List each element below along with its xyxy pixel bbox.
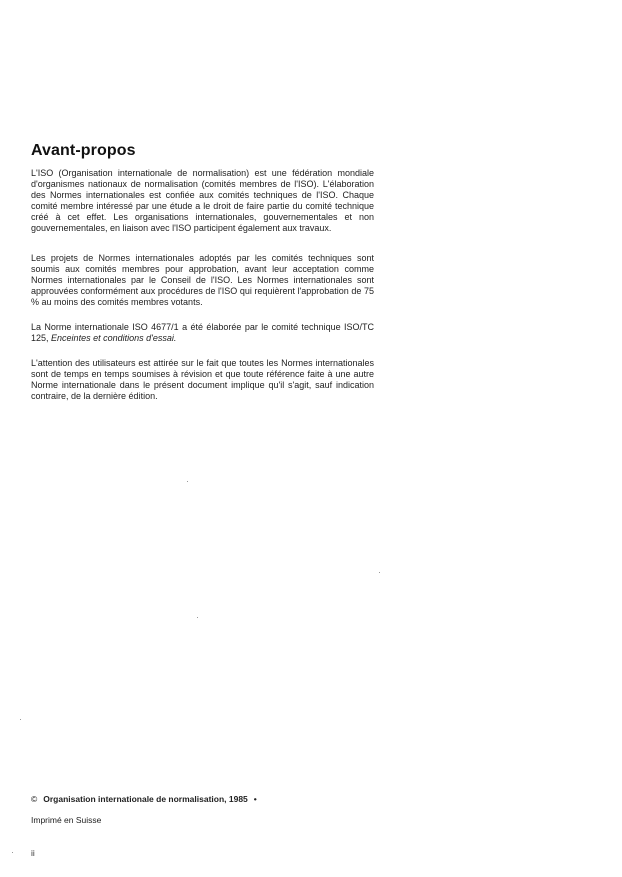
paragraph-iso-organisation: L'ISO (Organisation internationale de normalisation) est une fédération mondiale d'organismes nationaux de normalisation (comités membres de l'ISO). L'élaboration des Normes internationales est confiée aux comités techniques de l'ISO. Chaque comité membre intéressé par une étude a le droit de faire partie du comité technique créé à cet effet. Les organisations internationales, gouvernementales et non gouvernementales, en liaison avec l'ISO participent également aux travaux. xyxy=(31,168,374,233)
scan-speck xyxy=(20,719,21,720)
scan-speck xyxy=(379,572,380,573)
scan-speck xyxy=(12,852,13,853)
paragraph-standard-origin-text: La Norme internationale ISO 4677/1 a été élaborée par le comité technique ISO/TC 125, xyxy=(31,322,374,343)
page-title: Avant-propos xyxy=(31,142,136,159)
page-number: ii xyxy=(31,848,35,858)
scan-speck xyxy=(187,481,188,482)
copyright-text: Organisation internationale de normalisation, 1985 xyxy=(43,794,248,804)
copyright-icon: © xyxy=(31,794,38,804)
paragraph-standard-origin xyxy=(31,322,374,344)
committee-title: Enceintes et conditions d'essai. xyxy=(51,333,177,343)
scan-speck xyxy=(197,617,198,618)
printed-in: Imprimé en Suisse xyxy=(31,815,102,825)
copyright-line xyxy=(31,794,257,804)
bullet-icon: • xyxy=(253,794,257,804)
paragraph-revision-notice: L'attention des utilisateurs est attirée sur le fait que toutes les Normes internationales sont de temps en temps soumises à révision et que toute référence faite à une autre Norme internationale dans le présent document implique qu'il s'agit, sauf indication contraire, de la dernière édition. xyxy=(31,358,374,401)
paragraph-draft-approval: Les projets de Normes internationales adoptés par les comités techniques sont soumis aux comités membres pour approbation, avant leur acceptation comme Normes internationales par le Conseil de l'ISO. Les Normes internationales sont approuvées conformément aux procédures de l'ISO qui requièrent l'approbation de 75 % au moins des comités membres votants. xyxy=(31,253,374,307)
